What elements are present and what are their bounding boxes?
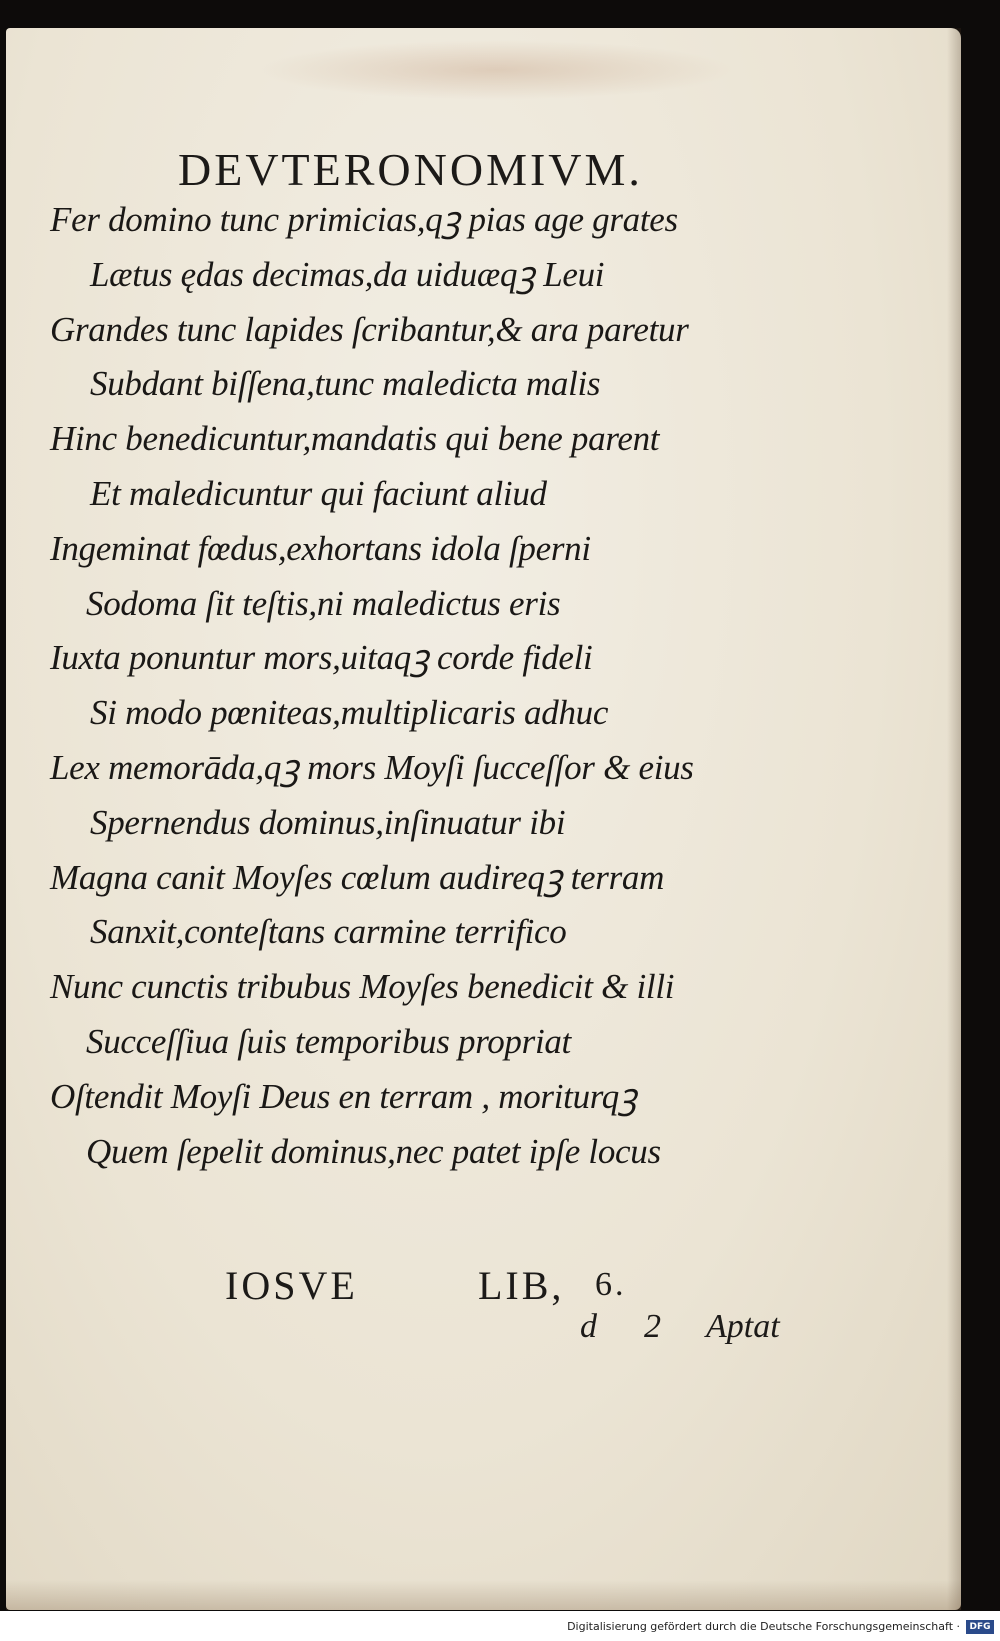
next-book-number: 6. xyxy=(595,1266,627,1303)
next-book-lib: LIB, xyxy=(478,1263,565,1308)
verse-line-5: Hinc benedicuntur,mandatis qui bene parent xyxy=(50,419,660,458)
verse-line-13: Magna canit Moyſes cœlum audireqꝫ terram xyxy=(50,858,665,897)
page-right-edge xyxy=(947,28,961,1610)
verse-line-6: Et maledicuntur qui faciunt aliud xyxy=(90,474,547,513)
verse-line-15: Nunc cunctis tribubus Moyſes benedicit & illi xyxy=(50,967,675,1006)
verse-line-8: Sodoma ſit teſtis,ni maledictus eris xyxy=(86,584,561,623)
next-book-title: IOSVE xyxy=(225,1263,358,1308)
catchword: Aptat xyxy=(706,1308,780,1345)
verse-line-9: Iuxta ponuntur mors,uitaqꝫ corde fideli xyxy=(50,638,593,677)
verse-line-12: Spernendus dominus,inſinuatur ibi xyxy=(90,803,566,842)
dfg-footer-bar xyxy=(0,1611,1000,1641)
dfg-logo-icon: DFG xyxy=(966,1620,994,1634)
dfg-credit: Digitalisierung gefördert durch die Deutsche Forschungsgemeinschaft · xyxy=(567,1620,960,1633)
signature-letter: d xyxy=(580,1308,597,1345)
verse-line-3: Grandes tunc lapides ſcribantur,& ara paretur xyxy=(50,310,689,349)
page-bottom-edge xyxy=(6,1580,961,1610)
signature-number: 2 xyxy=(644,1308,661,1345)
verse-line-17: Oſtendit Moyſi Deus en terram , moriturqꝫ xyxy=(50,1077,637,1116)
running-heading: DEVTERONOMIVM. xyxy=(178,144,643,195)
page-stain xyxy=(256,40,736,100)
verse-line-18: Quem ſepelit dominus,nec patet ipſe locus xyxy=(86,1132,661,1171)
verse-line-11: Lex memorāda,qꝫ mors Moyſi ſucceſſor & eius xyxy=(50,748,694,787)
verse-line-2: Lætus ędas decimas,da uiduæqꝫ Leui xyxy=(90,255,605,294)
verse-line-14: Sanxit,conteſtans carmine terrifico xyxy=(90,912,567,951)
verse-line-10: Si modo pœniteas,multiplicaris adhuc xyxy=(90,693,609,732)
verse-line-4: Subdant biſſena,tunc maledicta malis xyxy=(90,364,601,403)
verse-line-7: Ingeminat fœdus,exhortans idola ſperni xyxy=(50,529,591,568)
verse-line-1: Fer domino tunc primicias,qꝫ pias age grates xyxy=(50,200,678,239)
verse-line-16: Succeſſiua ſuis temporibus propriat xyxy=(86,1022,571,1061)
